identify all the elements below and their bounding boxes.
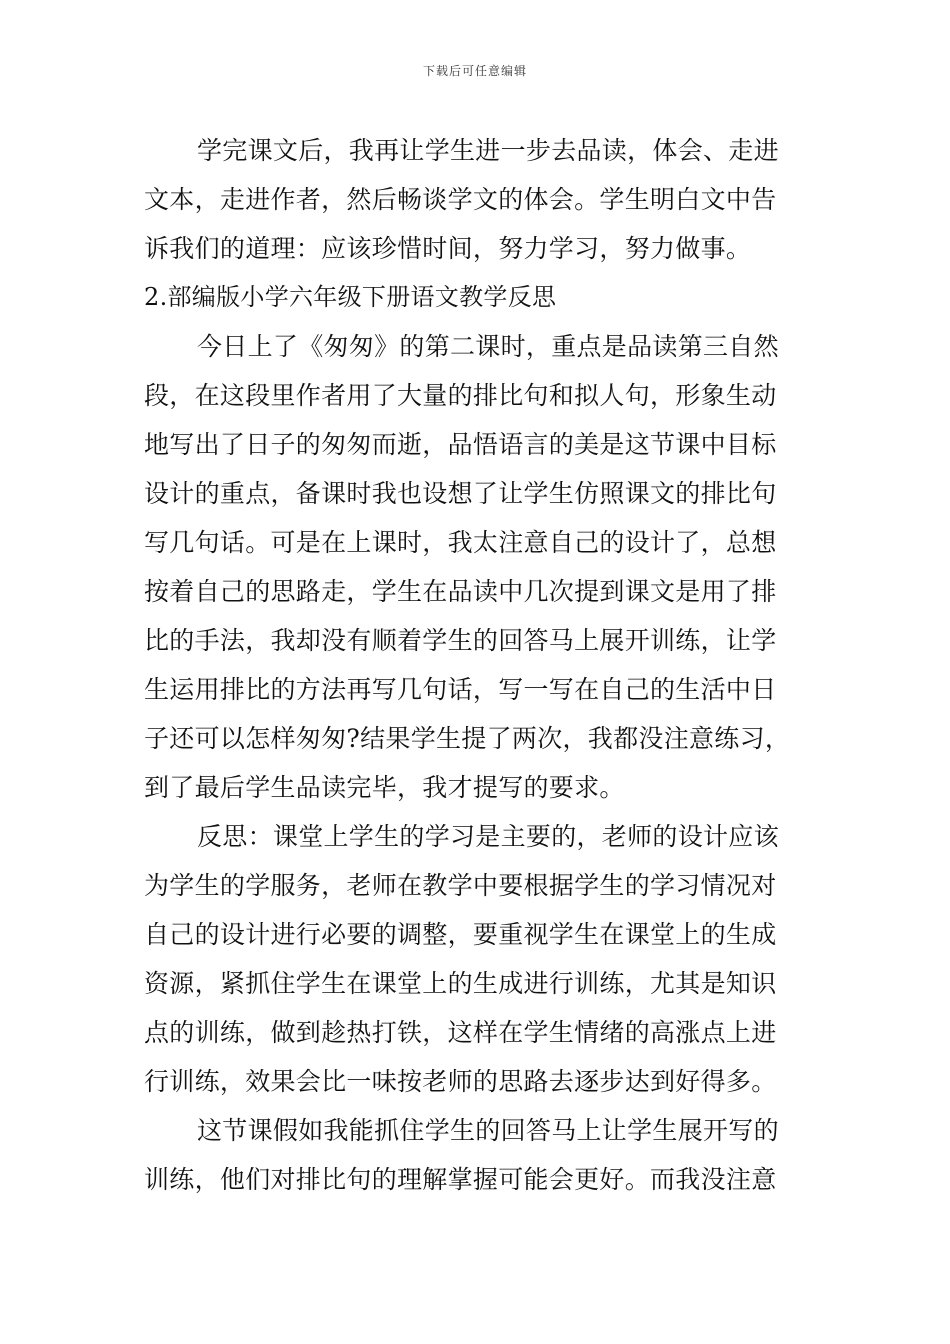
paragraph-4-line-2: 训练，他们对排比句的理解掌握可能会更好。而我没注意 [144, 1165, 777, 1194]
paragraph-2-line-4: 设计的重点，备课时我也设想了让学生仿照课文的排比句 [144, 479, 777, 508]
paragraph-2-line-7: 比的手法，我却没有顺着学生的回答马上展开训练，让学 [144, 626, 777, 655]
paragraph-2-line-3: 地写出了日子的匆匆而逝，品悟语言的美是这节课中目标 [144, 430, 777, 459]
paragraph-3-line-6: 行训练，效果会比一味按老师的思路去逐步达到好得多。 [144, 1067, 777, 1096]
paragraph-1-line-3: 诉我们的道理：应该珍惜时间，努力学习，努力做事。 [144, 234, 752, 263]
paragraph-1-line-2: 文本，走进作者，然后畅谈学文的体会。学生明白文中告 [144, 185, 777, 214]
paragraph-2-line-10: 到了最后学生品读完毕，我才提写的要求。 [144, 773, 625, 802]
paragraph-1-line-1: 学完课文后，我再让学生进一步去品读，体会、走进 [197, 136, 779, 165]
paragraph-3-line-1: 反思：课堂上学生的学习是主要的，老师的设计应该 [197, 822, 779, 851]
paragraph-4-line-1: 这节课假如我能抓住学生的回答马上让学生展开写的 [197, 1116, 779, 1145]
paragraph-2-line-8: 生运用排比的方法再写几句话，写一写在自己的生活中日 [144, 675, 777, 704]
paragraph-3-line-4: 资源，紧抓住学生在课堂上的生成进行训练，尤其是知识 [144, 969, 777, 998]
section-heading: 2.部编版小学六年级下册语文教学反思 [144, 283, 557, 311]
paragraph-3-line-5: 点的训练，做到趁热打铁，这样在学生情绪的高涨点上进 [144, 1018, 777, 1047]
paragraph-2-line-6: 按着自己的思路走，学生在品读中几次提到课文是用了排 [144, 577, 777, 606]
paragraph-3-line-3: 自己的设计进行必要的调整，要重视学生在课堂上的生成 [144, 920, 777, 949]
paragraph-2-line-2: 段，在这段里作者用了大量的排比句和拟人句，形象生动 [144, 381, 777, 410]
paragraph-3-line-2: 为学生的学服务，老师在教学中要根据学生的学习情况对 [144, 871, 777, 900]
page-header: 下载后可任意编辑 [422, 64, 527, 78]
paragraph-2-line-5: 写几句话。可是在上课时，我太注意自己的设计了，总想 [144, 528, 777, 557]
document-body [144, 126, 808, 1204]
paragraph-2-line-9: 子还可以怎样匆匆?结果学生提了两次，我都没注意练习， [144, 724, 791, 753]
paragraph-2-line-1: 今日上了《匆匆》的第二课时，重点是品读第三自然 [197, 332, 779, 361]
